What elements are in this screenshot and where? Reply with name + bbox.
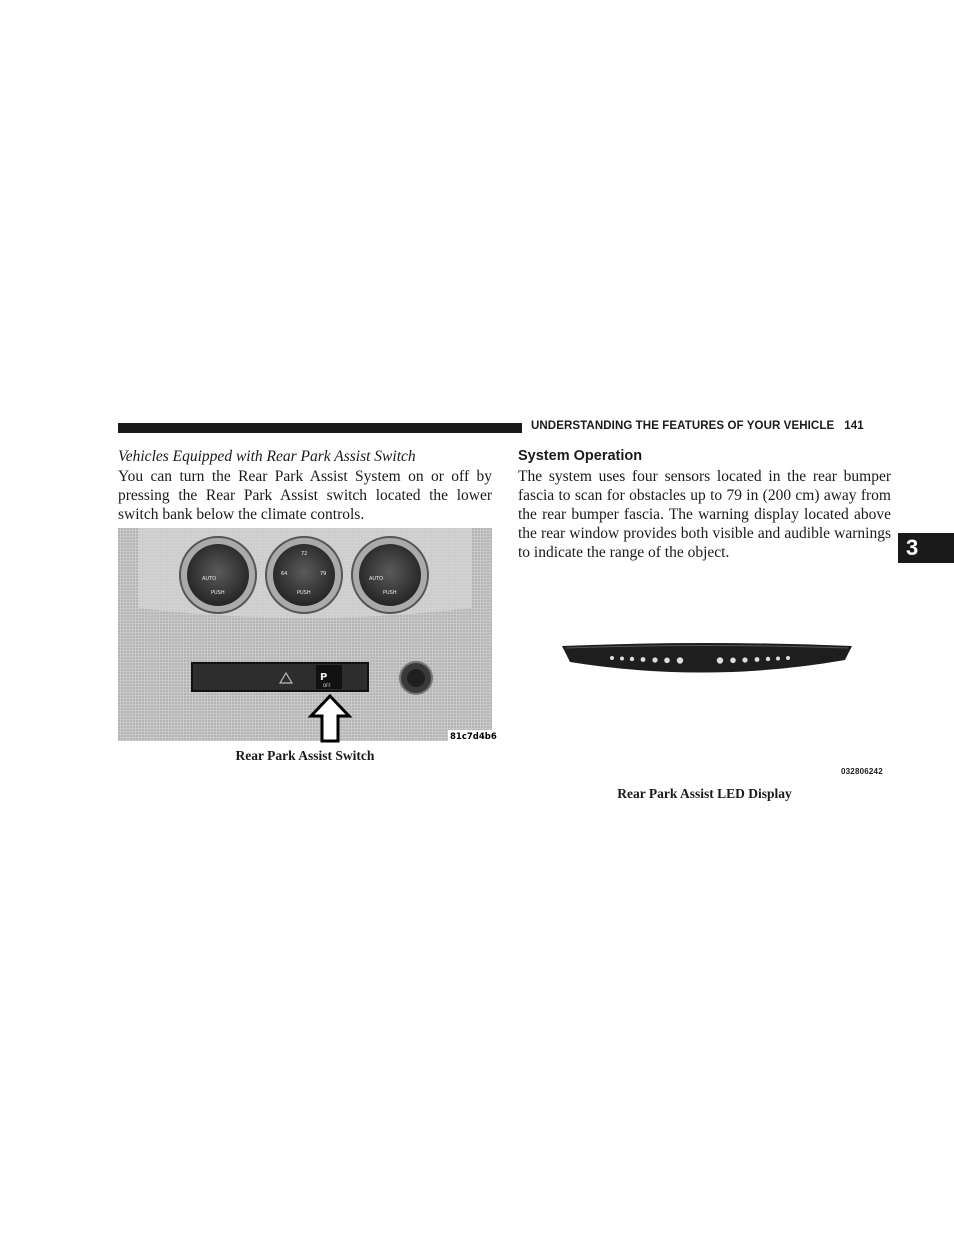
knob-push-label-center: PUSH bbox=[297, 590, 311, 596]
caption-rear-park-assist-led-display: Rear Park Assist LED Display bbox=[617, 786, 792, 801]
knob-auto-label-left: AUTO bbox=[202, 576, 217, 582]
page-number: 141 bbox=[844, 420, 864, 432]
knob-push-label-left: PUSH bbox=[211, 590, 225, 596]
climate-knob-center bbox=[266, 537, 342, 613]
knob-temp-top-label: 72 bbox=[301, 551, 308, 557]
header-section-title: UNDERSTANDING THE FEATURES OF YOUR VEHICLE bbox=[531, 420, 835, 432]
switch-off-label: OFF bbox=[323, 683, 331, 688]
knob-push-label-right: PUSH bbox=[383, 590, 397, 596]
right-paragraph: The system uses four sensors located in the rear bumper fascia to scan for obstacles up to 79 in (200 cm) away from the rear bumper fascia. The warning display located above the rear window provides both visible and audible warnings to indicate the range of the object. bbox=[518, 468, 891, 561]
figure-code-left: 81c7d4b6 bbox=[450, 732, 497, 742]
knob-temp-right-label: 79 bbox=[320, 571, 327, 577]
rear-park-assist-switch-figure bbox=[118, 528, 497, 742]
power-outlet-icon bbox=[400, 662, 432, 694]
park-assist-switch bbox=[316, 665, 342, 689]
climate-knob-left bbox=[180, 537, 256, 613]
rear-park-assist-led-display-figure bbox=[560, 640, 855, 685]
caption-rear-park-assist-switch: Rear Park Assist Switch bbox=[235, 748, 375, 763]
section-heading-system-operation: System Operation bbox=[518, 448, 643, 464]
knob-auto-label-right: AUTO bbox=[369, 576, 384, 582]
running-header bbox=[531, 420, 891, 432]
left-subheading: Vehicles Equipped with Rear Park Assist Switch bbox=[118, 448, 416, 465]
figure-code-right: 032806242 bbox=[841, 767, 883, 776]
header-rule bbox=[118, 423, 522, 433]
chapter-tab: 3 bbox=[898, 533, 954, 563]
climate-knob-right bbox=[352, 537, 428, 613]
left-paragraph: You can turn the Rear Park Assist System on or off by pressing the Rear Park Assist switch located the lower switch bank below the climate controls. bbox=[118, 468, 492, 523]
switch-p-label: P bbox=[320, 672, 328, 683]
knob-temp-left-label: 64 bbox=[281, 571, 288, 577]
